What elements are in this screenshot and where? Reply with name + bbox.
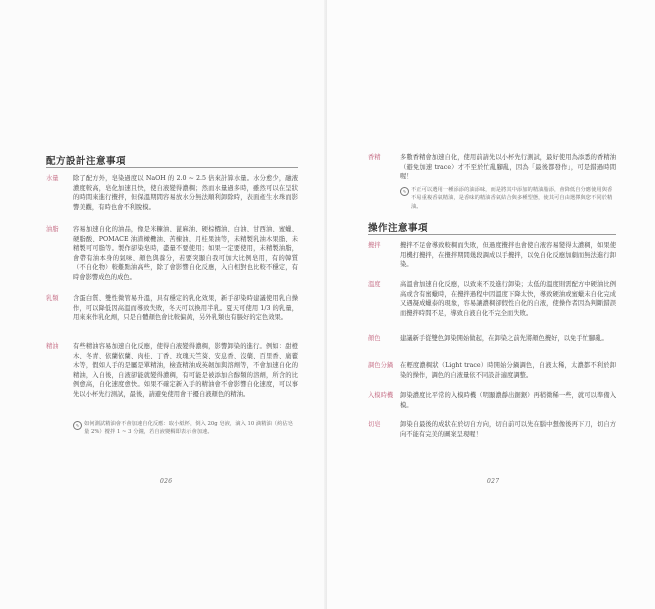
entry-text: 除了配方外，皂染過度以 NaOH 的 2.0 ~ 2.5 倍來計算水量。水分愈少，融液濃度較高，皂化加速且快，使自液變得濃稠；然而水量過多時，雖然可以在呈狀的時間來進行攪拌，但保溫期間容易放水分無法順利卸除時，表面產生水珠而影響美觀，有時也會不利脫模。 (73, 175, 298, 211)
entry-oils (46, 225, 298, 295)
entry-milk (46, 294, 298, 339)
section-title-formula: 配方設計注意事項 (46, 156, 127, 167)
entry-text: 容易加速自化的油品，像是米糠油、蓖麻油、硬棕櫚油、白油、甘西油、蜜蠟、硬脂酸、POMACE 油渣橄欖油、苦楝油、月桂果油等，未精製乳油木果脂、未精製可可脂等。製作卻染皂時，盡量不要使用；如果一定要使用，未精製油脂，會帶有油本身的氣味、顏色與養分，若要突顯自我可加大比例皂用，有的韓質（不自化物）較難點油高些，除了會影響自化反應，入自相對也比較不穩定，有時會影響成色的成色。 (73, 226, 298, 281)
tip-icon: ✎ (73, 421, 82, 430)
right-page (327, 0, 655, 609)
entry-term: 切皂 (368, 421, 381, 428)
entry-text: 卸染自最後的成狀在於切自方向，切自前可以先在腦中想像後再下刀，切自方向不能有完美的圖案呈現喔！ (400, 421, 616, 438)
entry-text: 有些精油容易加速自化反應，使得自液變得濃稠，影響卸染的進行。例如：甜橙木、冬青、依蘭依蘭、肉桂、丁香、玫瑰天竺葵、安息香、沒藥、百里香、廣藿木等，假如人手的是屬是單精油，檢查精油成英韌加與溶劑等，不會加速自化的精油，入自後，自液卻能就變得濃稠，有可能是被添加合醇類的溶劑，所含的比例愈高，自化速度愈快。如果不確定新入手的精油會不會影響自化速度，可以事先以小杯先行測試，最後，請避免使用會干擾自液顏色的精油。 (73, 343, 298, 398)
entry-term: 入模時機 (368, 392, 394, 399)
tip-text: 不正可以選用一種添添的油添味，而是將其中添加的精油脂添，會降低自分應使用與香不易重複香氣精油，是香味的精油香氣結合與多種型態，使其可自由選擇與您不同於精油。 (411, 187, 613, 210)
entry-term: 溫度 (368, 281, 381, 288)
tip-text: 如何測試精油會不會加速自化反應：取小紙杯，倒入 20g 皂液，滴入 10 滴精油（約佔皂量 2%）攪拌 1 ~ 3 分鐘，若自液變稠即表示會加速。 (84, 421, 293, 436)
entry-term: 顏色 (368, 335, 381, 342)
entry-term: 油脂 (46, 226, 59, 233)
entry-cutting (368, 420, 616, 442)
section-rule (368, 234, 616, 235)
entry-text: 高溫會加速自化反應，以致來不及進行卸染；太低的溫度則需配方中硬油比例高或含有蜜蠟時，在攪拌過程中因溫度下降太快，導致硬油或蜜蠟未自化完成又遇凝成蠟泰的現象，容易讓濃稠卻假性自化的自液，使操作者因為判斷錯誤而攪拌時間不足，導致自液自化不完全而失敗。 (400, 281, 616, 317)
entry-term: 調色分鍋 (368, 362, 394, 369)
entry-text: 多數香精會加速自化，使用前請先以小杯先行測試，最好使用為添悉的香精油（避免加速 trace）才不至於忙亂腳亂，因為「最後都發作」，可是錯過時間喔！ (400, 154, 616, 181)
entry-temperature (368, 280, 616, 322)
section-title-operation: 操作注意事項 (368, 223, 429, 234)
entry-text: 含蛋白質、雙性微管易升溫，具有穩定的乳化效果，新手卻染時建議使用乳自操作，可以降低因高溫而導致失敗，冬天可以換用半乳。夏天可使用 1/3 的乳量，用來來作乳化劑，只是自體顏色會比較偏黃，另外乳類也有脹好的定色效果。 (73, 295, 298, 322)
tip-note (73, 420, 298, 440)
entry-stirring (368, 241, 616, 273)
left-page (0, 0, 327, 609)
entry-term: 水量 (46, 175, 59, 182)
tip-note (400, 186, 616, 210)
page-number: 026 (160, 478, 173, 485)
entry-text: 攪拌不足會導致較稠而失敗，但過度攪拌也會使自液容易變得太濃稠，如果使用機打攪拌，在攪拌期間幾段調成以手攪拌，以免自化反應加劇而無法進行卸染。 (400, 242, 616, 269)
entry-term: 精油 (46, 343, 59, 350)
entry-color-split (368, 361, 616, 389)
entry-term: 攪拌 (368, 242, 381, 249)
tip-icon: ✎ (400, 187, 409, 196)
entry-term: 香精 (368, 154, 381, 161)
entry-essential-oils (46, 342, 298, 417)
page-number: 027 (487, 478, 500, 485)
entry-molding-timing (368, 391, 616, 413)
entry-text: 建議新手從雙色卸染開始做起，在卸染之前先將顏色攪好，以免手忙腳亂。 (400, 335, 608, 342)
section-rule (46, 167, 298, 168)
entry-fragrance (368, 153, 616, 185)
entry-color (368, 334, 616, 354)
entry-text: 在輕度濃稠狀（Light trace）時開始分鍋調色，自液太稀，太濃都不利於卸染的操作，調色的自液量依不同設計適度調整。 (400, 362, 616, 379)
entry-term: 乳類 (46, 295, 59, 302)
entry-text: 卸染濃度比平常的入模時機（明顯濃靜出鋸鋸）再稍微稀一些，就可以準備入模。 (400, 392, 616, 409)
